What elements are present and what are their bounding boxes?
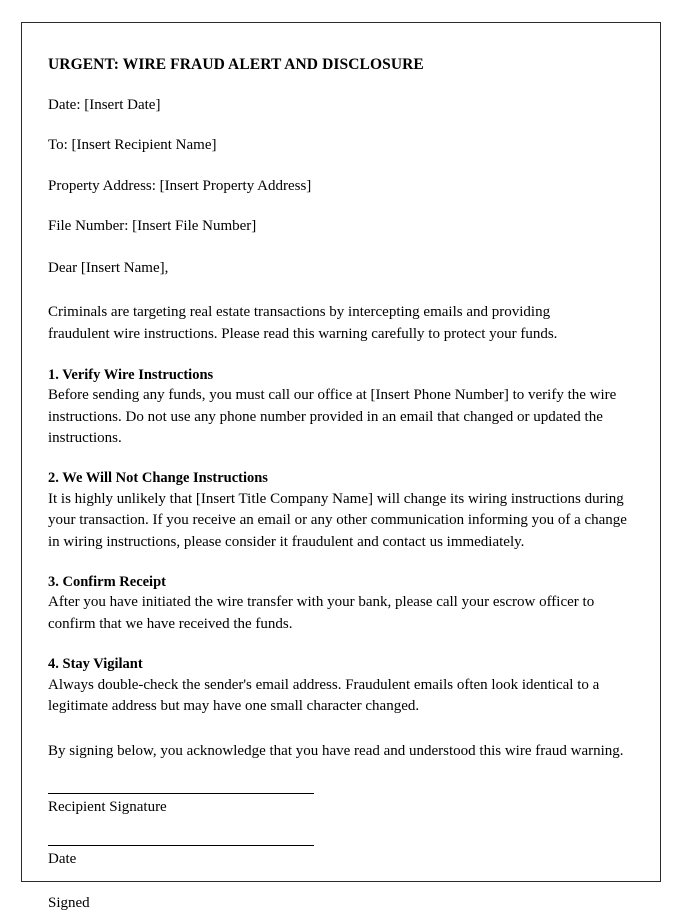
section-body: It is highly unlikely that [Insert Title Company Name] will change its wiring instructions during your transaction. If you receive an email or any other communication informing you of a change in wiring instructions, please consider it fraudulent and contact us immediately.: [48, 490, 627, 550]
signature-block-date: [48, 845, 634, 870]
section-heading: 1. Verify Wire Instructions: [48, 366, 214, 383]
signature-rule: [48, 845, 314, 846]
section-we-will-not-change-instructions: [48, 469, 634, 552]
intro-paragraph: Criminals are targeting real estate transactions by intercepting emails and providing fraudulent wire instructions. Please read this warning carefully to protect your funds.: [48, 304, 558, 343]
section-confirm-receipt: [48, 573, 634, 635]
signature-rule: [48, 793, 314, 794]
field-recipient: To: [Insert Recipient Name]: [48, 137, 217, 154]
trailing-clipped-text: Signed: [48, 894, 90, 911]
salutation: Dear [Insert Name],: [48, 260, 169, 277]
section-heading: 2. We Will Not Change Instructions: [48, 470, 268, 487]
section-body: After you have initiated the wire transfer with your bank, please call your escrow officer to confirm that we have received the funds.: [48, 594, 595, 632]
section-heading: 4. Stay Vigilant: [48, 655, 143, 672]
field-file-number: File Number: [Insert File Number]: [48, 217, 257, 234]
signature-label: Recipient Signature: [48, 798, 167, 815]
page-title: URGENT: WIRE FRAUD ALERT AND DISCLOSURE: [48, 56, 424, 73]
section-heading: 3. Confirm Receipt: [48, 573, 166, 590]
field-date: Date: [Insert Date]: [48, 97, 161, 114]
document-page: [21, 22, 661, 911]
section-verify-wire-instructions: [48, 366, 634, 449]
signature-label: Date: [48, 851, 77, 868]
section-body: Before sending any funds, you must call our office at [Insert Phone Number] to verify the wire instructions. Do not use any phone number provided in an email that changed or updated the instructions.: [48, 387, 617, 447]
signature-block-recipient: [48, 793, 634, 818]
section-stay-vigilant: [48, 655, 634, 717]
section-body: Always double-check the sender's email address. Fraudulent emails often look identical to a legitimate address but may have one small character changed.: [48, 676, 600, 714]
closing-paragraph: By signing below, you acknowledge that you have read and understood this wire fraud warning.: [48, 743, 624, 760]
field-property-address: Property Address: [Insert Property Address]: [48, 177, 312, 194]
